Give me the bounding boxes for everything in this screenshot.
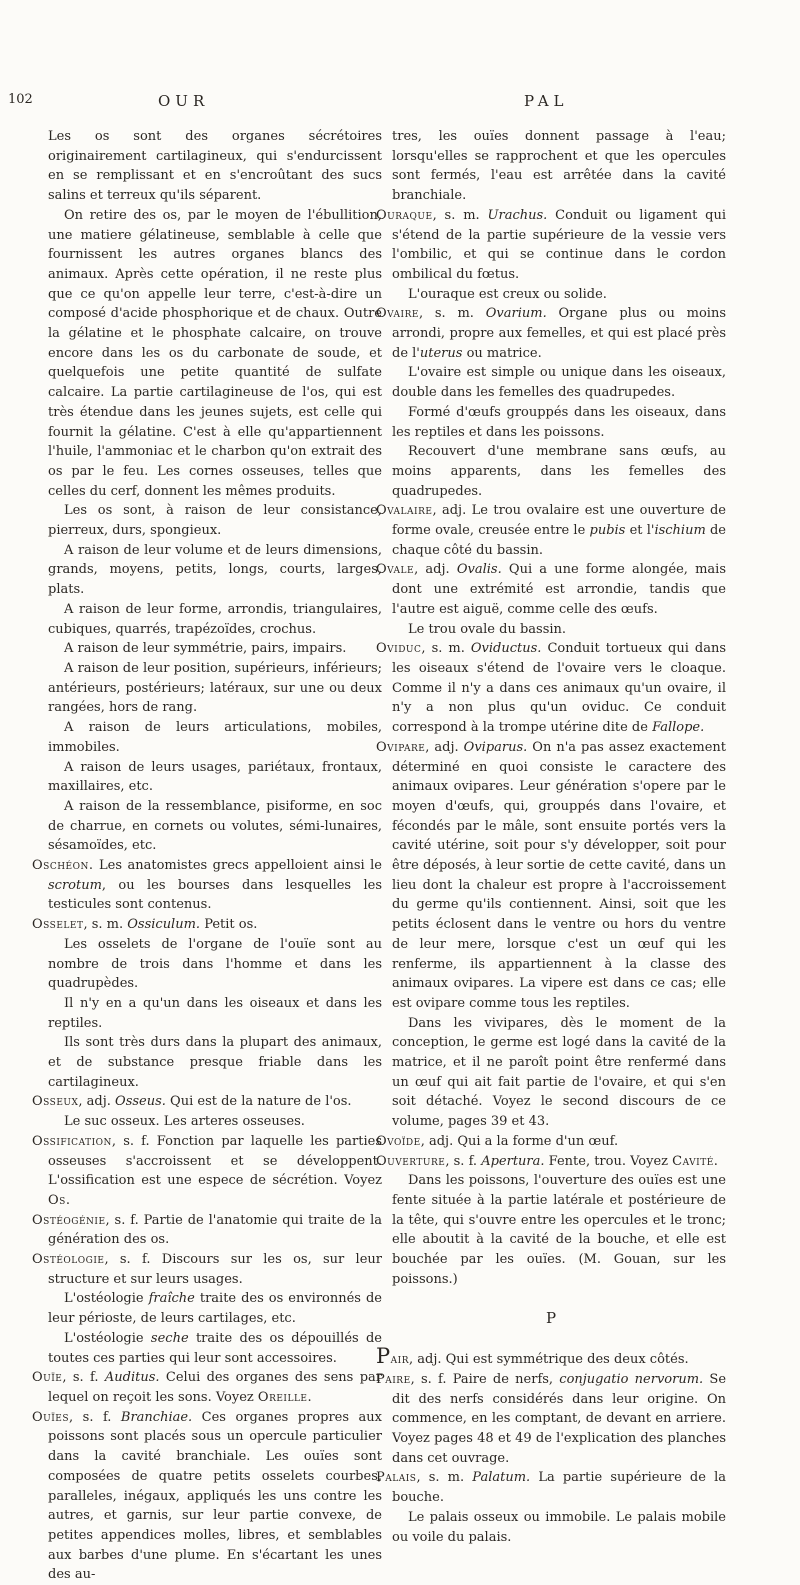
- paragraph: tres, les ouïes donnent passage à l'eau; lorsqu'elles se rapprochent et que les opercules sont fermés, l'eau est arrêtée dans la cavité branchiale.: [392, 129, 726, 204]
- text-run: , s. m.: [416, 1470, 473, 1486]
- paragraph: [32, 1289, 382, 1328]
- entry-term: Oviduc: [376, 641, 422, 657]
- dictionary-entry: [376, 639, 726, 738]
- paragraph: Les os sont des organes sécrétoires originairement cartilagineux, qui s'endurcissent en se remplissant et en s'encroûtant des sucs salins et terreux qu'ils séparent.: [48, 129, 382, 204]
- running-head-left: OUR: [158, 92, 210, 110]
- paragraph: L'ovaire est simple ou unique dans les oiseaux, double dans les femelles des quadrupedes.: [392, 365, 726, 401]
- page-number: 102: [8, 92, 33, 107]
- text-run: , s. f. Discours sur les os, sur leur structure et sur leurs usages.: [48, 1252, 382, 1287]
- italic-term: Osseus.: [115, 1094, 166, 1110]
- text-run: .: [307, 1390, 312, 1405]
- text-run: , s. m.: [421, 641, 471, 657]
- page-header: [0, 92, 800, 114]
- paragraph: Les os sont, à raison de leur consistance, pierreux, durs, spongieux.: [48, 503, 382, 539]
- dictionary-entry: [376, 501, 726, 560]
- dictionary-entry: [376, 1344, 726, 1370]
- paragraph: Le suc osseux. Les arteres osseuses.: [64, 1114, 305, 1130]
- dictionary-entry: [32, 915, 382, 935]
- text-run: L'ostéologie: [64, 1330, 151, 1346]
- text-run: , s. f.: [69, 1409, 121, 1425]
- entry-term: Ouraque: [376, 207, 433, 223]
- text-run: traite des os dépouillés de toutes ces parties qui leur sont accessoires.: [48, 1330, 382, 1366]
- italic-term: conjugatio nervorum.: [559, 1371, 704, 1387]
- entry-term: Oschéon.: [32, 858, 94, 874]
- paragraph: A raison de leur volume et de leurs dimensions, grands, moyens, petits, longs, courts, larges, plats.: [48, 542, 382, 598]
- text-run: Conduit tortueux qui dans les oiseaux s'étend de l'ovaire vers le cloaque. Comme il n'y a dans ces animaux qu'un ovaire, il n'y a non plus qu'un oviduc. Ce conduit correspond à la trompe utérine dite de: [392, 641, 726, 736]
- entry-term: Ovoïde: [376, 1133, 421, 1149]
- text-run: Fente, trou. Voyez: [544, 1153, 673, 1169]
- text-run: de chaque côté du bassin.: [392, 523, 727, 558]
- paragraph: A raison de leur symmétrie, pairs, impairs.: [64, 641, 347, 657]
- text-run: , s. m.: [432, 207, 488, 223]
- text-run: , s. f. Partie de l'anatomie qui traite de la génération des os.: [48, 1212, 382, 1248]
- paragraph: Recouvert d'une membrane sans œufs, au moins apparents, dans les femelles des quadrupedes.: [392, 444, 726, 499]
- paragraph: Ils sont très durs dans la plupart des animaux, et de substance presque friable dans les cartilagineux.: [48, 1035, 382, 1090]
- dictionary-entry: [376, 304, 726, 363]
- text-run: L'ostéologie: [64, 1291, 149, 1307]
- italic-term: Auditus.: [104, 1370, 160, 1386]
- paragraph: Le palais osseux ou immobile. Le palais mobile ou voile du palais.: [392, 1509, 726, 1545]
- italic-term: Palatum.: [472, 1470, 531, 1486]
- dictionary-entry: [32, 1408, 382, 1585]
- italic-term: Ovalis.: [456, 562, 502, 578]
- paragraph: [32, 1329, 382, 1368]
- paragraph: A raison de leurs articulations, mobiles, immobiles.: [48, 720, 382, 755]
- paragraph: Dans les vivipares, dès le moment de la conception, le germe est logé dans la cavité de la matrice, et il ne paroît point être renfermé dans un œuf qui ait fait partie de l'ovaire, et qui s'en soit détaché. Voyez le second discours de ce volume, pages 39 et 43.: [392, 1015, 726, 1130]
- text-run: , s. f.: [62, 1370, 105, 1386]
- paragraph: Formé d'œufs grouppés dans les oiseaux, dans les reptiles et dans les poissons.: [392, 404, 726, 440]
- entry-term: Ostéologie: [32, 1252, 105, 1268]
- text-run: , adj.: [78, 1094, 116, 1110]
- entry-term: Ovale: [376, 562, 415, 578]
- entry-term: Ovaire: [376, 306, 419, 322]
- dictionary-entry: [32, 856, 382, 915]
- text-run: Se dit des nerfs considérés dans leur origine. On commence, en les comptant, de devant en arriere. Voyez pages 48 et 49 de l'explication des planches dans cet ouvrage.: [392, 1371, 727, 1466]
- text-run: Conduit ou ligament qui s'étend de la partie supérieure de la vessie vers l'ombilic, et qui se continue dans le cordon ombilical du fœtus.: [392, 207, 726, 282]
- text-run: et l': [625, 523, 655, 539]
- italic-term: ischium: [654, 523, 706, 539]
- left-column: [32, 127, 382, 1585]
- italic-term: scrotum: [48, 877, 102, 893]
- paragraph: Le trou ovale du bassin.: [408, 621, 567, 637]
- text-run: , s. f. Fonction par laquelle les parties osseuses s'accroissent et se développent. L'ossification est une espece de sécrétion. Voyez: [48, 1133, 382, 1189]
- text-run: , s. m.: [418, 306, 486, 322]
- paragraph: Il n'y en a qu'un dans les oiseaux et dans les reptiles.: [48, 995, 382, 1031]
- entry-term: Paire: [376, 1371, 411, 1387]
- text-run: ou matrice.: [462, 345, 542, 361]
- right-column: [376, 127, 726, 1547]
- text-run: traite des os environnés de leur périoste, de leurs cartilages, etc.: [48, 1291, 382, 1327]
- text-run: , s. m.: [83, 917, 128, 933]
- text-run: , s. f.: [445, 1153, 482, 1169]
- italic-term: Ossiculum.: [127, 917, 201, 933]
- italic-term: Ovarium.: [485, 306, 547, 322]
- italic-term: Apertura.: [481, 1153, 545, 1169]
- paragraph: On retire des os, par le moyen de l'ébullition, une matiere gélatineuse, semblable à celle que fournissent les autres organes blancs des animaux. Après cette opération, il ne reste plus que ce qu'on appelle leur terre, c'est-à-dire un composé d'acide phosphorique et de chaux. Outre la gélatine et le phosphate calcaire, on trouve encore dans les os du carbonate de soude, et quelquefois une petite quantité de sulfate calcaire. La partie cartilagineuse de l'os, qui est très étendue dans les jeunes sujets, est celle qui fournit la gélatine. C'est à elle qu'appartiennent l'huile, l'ammoniac et le charbon qu'on extrait des os par le feu. Les cornes osseuses, telles que celles du cerf, donnent les mêmes produits.: [48, 207, 382, 499]
- italic-term: Urachus.: [487, 207, 548, 223]
- text-run: Qui est de la nature de l'os.: [165, 1094, 352, 1110]
- dictionary-entry: [376, 1132, 726, 1152]
- text-run: .: [713, 1153, 718, 1169]
- text-run: La partie supérieure de la bouche.: [392, 1470, 726, 1506]
- entry-term: Ouïes: [32, 1409, 70, 1425]
- paragraph: Les osselets de l'organe de l'ouïe sont au nombre de trois dans l'homme et dans les quadrupèdes.: [48, 936, 382, 992]
- entry-term: Ossification: [32, 1133, 112, 1149]
- dictionary-entry: [32, 1092, 382, 1112]
- entry-term: Palais: [376, 1470, 417, 1486]
- section-letter: P: [545, 1309, 557, 1328]
- paragraph: A raison de leurs usages, pariétaux, frontaux, maxillaires, etc.: [48, 759, 382, 795]
- text-run: , adj.: [425, 739, 464, 755]
- paragraph: L'ouraque est creux ou solide.: [408, 286, 607, 302]
- dictionary-entry: [32, 1250, 382, 1289]
- text-run: , s. f. Paire de nerfs,: [410, 1371, 560, 1387]
- text-run: On n'a pas assez exactement déterminé en quoi consiste le caractere des animaux ovipares. Leur génération s'opere par le moyen d'œufs, qui, grouppés dans l'ovaire, et fécondés par le mâle, sont ensuite portés vers la cavité utérine, soit pour s'y développer, soit pour être déposés, à leur sortie de cette cavité, dans un lieu dont la chaleur est propre à l'accroissement du germe qu'ils contiennent. Ainsi, soit que les petits éclosent dans le ventre ou hors du ventre de leur mere, lorsque c'est un œuf qui les renferme, ils appartiennent à la classe des animaux ovipares. La vipere est dans ce cas; elle est ovipare comme tous les reptiles.: [392, 739, 726, 1011]
- text-run: Organe plus ou moins arrondi, propre aux femelles, et qui est placé près de l': [392, 306, 726, 361]
- text-run: , adj. Le trou ovalaire est une ouverture de forme ovale, creusée entre le: [392, 503, 726, 539]
- italic-term: uterus: [419, 345, 463, 361]
- paragraph: A raison de leur position, supérieurs, inférieurs; antérieurs, postérieurs; latéraux, sur une ou deux rangées, hors de rang.: [48, 660, 382, 716]
- dictionary-entry: [32, 1132, 382, 1211]
- italic-term: Oviparus.: [463, 739, 528, 755]
- dictionary-entry: [32, 1211, 382, 1250]
- dictionary-entry: [376, 206, 726, 285]
- entry-term: Pair: [376, 1344, 409, 1369]
- text-run: Qui a une forme alongée, mais dont une extrémité est arrondie, tandis que l'autre est aiguë, comme celle des œufs.: [392, 562, 726, 617]
- dictionary-entry: [376, 1152, 726, 1172]
- text-run: , adj.: [414, 562, 457, 578]
- entry-term: Osselet: [32, 917, 84, 933]
- italic-term: Fallope.: [652, 720, 705, 736]
- cross-reference: Oreille: [257, 1390, 308, 1405]
- dictionary-entry: [376, 1468, 726, 1507]
- entry-term: Ovipare: [376, 739, 426, 755]
- dictionary-entry: [376, 560, 726, 619]
- dictionary-entry: [376, 738, 726, 1014]
- text-run: Petit os.: [200, 917, 258, 933]
- paragraph: A raison de leur forme, arrondis, triangulaires, cubiques, quarrés, trapézoïdes, crochus.: [48, 601, 382, 637]
- entry-term: Ouverture: [376, 1153, 446, 1169]
- text-run: Celui des organes des sens par lequel on reçoit les sons. Voyez: [48, 1370, 382, 1405]
- entry-term: Ouïe: [32, 1370, 63, 1386]
- cross-reference: Cavité: [672, 1153, 714, 1169]
- text-run: , adj. Qui a la forme d'un œuf.: [420, 1133, 619, 1149]
- dictionary-entry: [376, 1370, 726, 1469]
- entry-term: Ovalaire: [376, 503, 433, 519]
- italic-term: seche: [150, 1330, 189, 1346]
- italic-term: fraîche: [148, 1291, 195, 1307]
- text-run: Les anatomistes grecs appelloient ainsi le: [93, 858, 382, 874]
- text-run: .: [65, 1192, 70, 1208]
- cross-reference: Os: [48, 1192, 66, 1208]
- italic-term: Branchiae.: [120, 1409, 193, 1425]
- text-run: , adj. Qui est symmétrique des deux côtés.: [408, 1352, 689, 1368]
- dictionary-entry: [32, 1368, 382, 1407]
- italic-term: pubis: [589, 523, 626, 539]
- running-head-right: PAL: [524, 92, 569, 110]
- entry-term: Ostéogénie: [32, 1212, 106, 1228]
- text-run: , ou les bourses dans lesquelles les testicules sont contenus.: [48, 877, 382, 913]
- italic-term: Oviductus.: [470, 641, 542, 657]
- paragraph: Dans les poissons, l'ouverture des ouïes est une fente située à la partie latérale et postérieure de la tête, qui s'ouvre entre les opercules et le tronc; elle aboutit à la cavité de la bouche, et elle est bouchée par les ouïes. (M. Gouan, sur les poissons.): [392, 1173, 726, 1287]
- paragraph: A raison de la ressemblance, pisiforme, en soc de charrue, en cornets ou volutes, sémi-lunaires, sésamoïdes, etc.: [48, 798, 382, 854]
- entry-term: Osseux: [32, 1094, 79, 1110]
- text-run: Ces organes propres aux poissons sont placés sous un opercule particulier dans la cavité branchiale. Les ouïes sont composées de quatre petits osselets courbes, paralleles, inégaux, appliqués les uns contre les autres, et garnis, sur leur partie convexe, de petites appendices molles, libres, et semblables aux barbes d'une plume. En s'écartant les unes des au-: [48, 1409, 382, 1583]
